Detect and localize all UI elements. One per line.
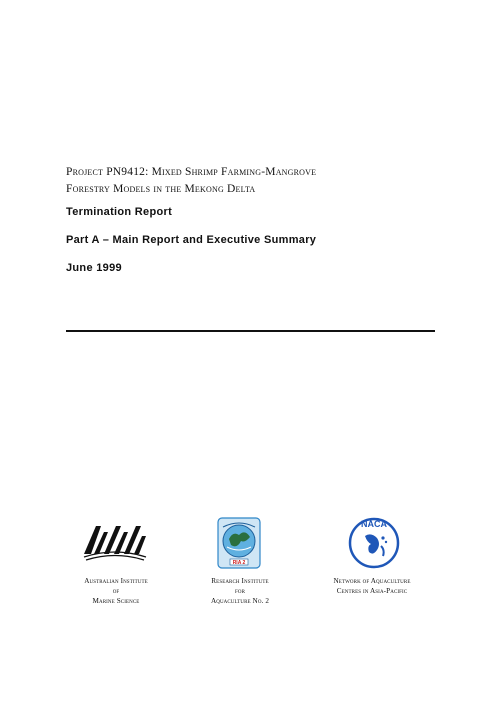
naca-caption-line-2: Centres in Asia-Pacific xyxy=(336,587,408,595)
report-date: June 1999 xyxy=(66,262,122,274)
project-title xyxy=(66,164,446,198)
aims-caption-line-3: Marine Science xyxy=(92,597,140,605)
naca-logo-icon xyxy=(347,516,401,570)
ria2-caption-line-1: Research Institute xyxy=(211,577,269,585)
aims-caption-line-2: of xyxy=(112,587,120,595)
ria2-logo-icon xyxy=(217,517,261,569)
naca-badge-text: NACA xyxy=(361,519,387,529)
ria2-caption-line-3: Aquaculture No. 2 xyxy=(210,597,270,605)
ria2-badge-text: RIA 2 xyxy=(232,560,246,566)
divider-rule xyxy=(66,330,435,332)
aims-logo-icon xyxy=(82,522,148,562)
naca-caption xyxy=(310,576,434,596)
ria2-caption-line-2: for xyxy=(234,587,246,595)
project-title-line-2: Forestry Models in the Mekong Delta xyxy=(66,183,256,195)
naca-caption-line-1: Network of Aquaculture xyxy=(333,577,411,585)
project-title-line-1: Project PN9412: Mixed Shrimp Farming-Mangrove xyxy=(66,166,317,178)
ria2-caption xyxy=(186,576,294,606)
aims-caption xyxy=(58,576,174,606)
aims-caption-line-1: Australian Institute xyxy=(84,577,148,585)
report-type: Termination Report xyxy=(66,206,173,218)
report-part: Part A – Main Report and Executive Summary xyxy=(66,234,317,246)
